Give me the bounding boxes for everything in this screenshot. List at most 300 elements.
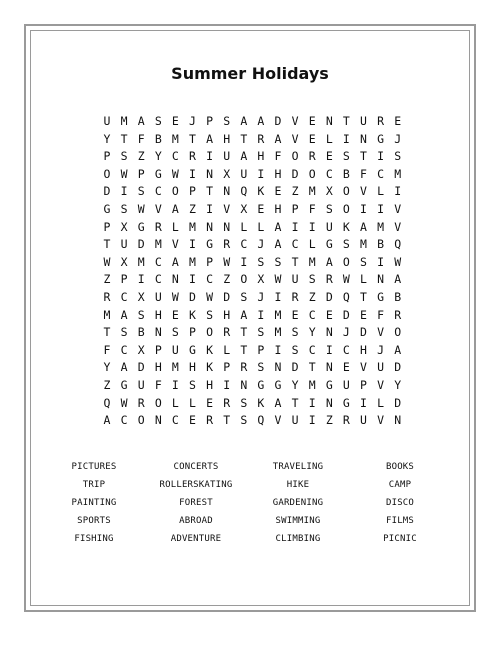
grid-letter: D <box>189 290 196 304</box>
grid-letter: I <box>360 395 367 410</box>
grid-letter: L <box>377 184 385 199</box>
grid-letter: R <box>240 360 248 375</box>
grid-letter: P <box>223 360 231 375</box>
grid-letter: S <box>171 325 179 340</box>
grid-letter: M <box>360 237 367 252</box>
word-list-item: CONCERTS <box>173 462 219 472</box>
grid-letter: S <box>342 149 350 164</box>
grid-letter: U <box>240 166 248 181</box>
grid-letter: E <box>342 360 350 375</box>
grid-letter: L <box>325 131 333 146</box>
grid-letter: A <box>120 360 128 375</box>
grid-letter: A <box>137 114 145 128</box>
grid-letter: C <box>154 254 162 269</box>
grid-letter: J <box>257 237 265 252</box>
grid-letter: I <box>137 272 145 287</box>
grid-letter: U <box>291 272 299 287</box>
grid-letter: Q <box>257 413 265 428</box>
grid-letter: I <box>291 219 299 234</box>
grid-letter: M <box>308 254 316 269</box>
grid-letter: G <box>377 131 385 146</box>
grid-letter: N <box>377 272 385 287</box>
word-list-item: ABROAD <box>179 516 213 526</box>
grid-letter: E <box>360 307 367 322</box>
word-list-item: DISCO <box>385 498 415 508</box>
grid-letter: Z <box>291 184 299 199</box>
grid-letter: L <box>240 219 248 234</box>
grid-letter: X <box>257 272 265 287</box>
grid-letter: I <box>360 202 367 216</box>
word-list-item: ADVENTURE <box>170 534 222 544</box>
grid-letter: C <box>120 342 128 357</box>
grid-letter: S <box>137 184 145 199</box>
grid-letter: F <box>360 166 367 181</box>
grid-letter: V <box>394 202 402 216</box>
grid-letter: I <box>257 166 265 181</box>
grid-letter: A <box>274 219 282 234</box>
grid-letter: I <box>257 307 265 322</box>
grid-letter: A <box>240 114 248 128</box>
grid-letter: E <box>257 202 265 216</box>
grid-letter: L <box>377 395 385 410</box>
grid-row <box>0 112 500 130</box>
grid-row <box>0 200 500 218</box>
grid-letter: V <box>360 184 367 199</box>
grid-letter: K <box>189 307 196 322</box>
grid-letter: I <box>189 237 196 252</box>
word-list-item: HIKE <box>286 480 310 490</box>
grid-letter: N <box>154 413 162 428</box>
grid-letter: U <box>325 219 333 234</box>
word-list-item: ROLLERSKATING <box>159 480 233 490</box>
grid-letter: E <box>394 114 402 128</box>
grid-letter: V <box>377 325 385 340</box>
grid-letter: U <box>120 237 128 252</box>
grid-letter: S <box>240 413 248 428</box>
grid-letter: N <box>325 360 333 375</box>
grid-letter: C <box>308 342 316 357</box>
grid-letter: C <box>240 237 248 252</box>
grid-letter: S <box>308 272 316 287</box>
grid-letter: L <box>189 395 196 410</box>
grid-letter: Y <box>394 378 402 392</box>
grid-letter: T <box>240 342 248 357</box>
grid-letter: S <box>120 149 128 164</box>
grid-letter: Z <box>189 202 196 216</box>
grid-letter: Z <box>137 149 145 164</box>
grid-letter: L <box>171 219 179 234</box>
grid-letter: P <box>360 378 367 392</box>
grid-letter: U <box>154 290 162 304</box>
grid-letter: E <box>171 114 179 128</box>
grid-letter: S <box>257 254 265 269</box>
grid-letter: K <box>342 219 350 234</box>
grid-letter: S <box>394 149 402 164</box>
grid-letter: F <box>308 202 316 216</box>
grid-letter: E <box>291 307 299 322</box>
grid-letter: W <box>274 272 282 287</box>
grid-letter: G <box>325 378 333 392</box>
word-list-item: PAINTING <box>71 498 117 508</box>
grid-letter: P <box>103 219 111 234</box>
grid-letter: A <box>274 237 282 252</box>
grid-letter: M <box>137 254 145 269</box>
grid-letter: I <box>189 272 196 287</box>
grid-letter: A <box>171 202 179 216</box>
grid-letter: H <box>154 360 162 375</box>
grid-letter: J <box>342 325 350 340</box>
grid-letter: T <box>120 131 128 146</box>
word-list-item: CLIMBING <box>275 534 321 544</box>
grid-letter: I <box>377 254 385 269</box>
grid-letter: S <box>360 254 367 269</box>
grid-letter: C <box>154 184 162 199</box>
grid-letter: O <box>342 184 350 199</box>
grid-letter: O <box>394 325 402 340</box>
grid-letter: K <box>257 395 265 410</box>
grid-letter: G <box>154 166 162 181</box>
grid-letter: E <box>274 184 282 199</box>
grid-letter: Q <box>394 237 402 252</box>
grid-letter: W <box>103 254 111 269</box>
grid-letter: G <box>377 290 385 304</box>
grid-letter: I <box>325 342 333 357</box>
grid-letter: N <box>206 219 214 234</box>
grid-letter: M <box>274 307 282 322</box>
grid-letter: B <box>394 290 402 304</box>
grid-letter: I <box>308 395 316 410</box>
grid-letter: R <box>103 290 111 304</box>
grid-letter: L <box>171 395 179 410</box>
grid-letter: P <box>137 166 145 181</box>
grid-letter: J <box>189 114 196 128</box>
grid-letter: Z <box>103 378 111 392</box>
grid-letter: X <box>120 219 128 234</box>
grid-letter: S <box>223 114 231 128</box>
grid-letter: P <box>189 184 196 199</box>
grid-letter: I <box>206 202 214 216</box>
grid-letter: T <box>342 114 350 128</box>
grid-letter: V <box>394 219 402 234</box>
grid-letter: I <box>274 290 282 304</box>
grid-letter: H <box>189 360 196 375</box>
grid-row <box>0 394 500 412</box>
grid-letter: G <box>189 342 196 357</box>
grid-letter: R <box>291 290 299 304</box>
grid-letter: E <box>189 413 196 428</box>
grid-letter: H <box>206 378 214 392</box>
grid-letter: S <box>257 360 265 375</box>
grid-letter: H <box>360 342 367 357</box>
grid-letter: N <box>325 325 333 340</box>
grid-letter: G <box>257 378 265 392</box>
grid-letter: D <box>137 237 145 252</box>
grid-letter: G <box>206 237 214 252</box>
grid-row <box>0 218 500 236</box>
grid-letter: N <box>240 378 248 392</box>
grid-letter: A <box>274 131 282 146</box>
grid-letter: I <box>308 219 316 234</box>
grid-letter: V <box>360 360 367 375</box>
grid-letter: W <box>223 254 231 269</box>
grid-letter: P <box>206 254 214 269</box>
word-list-item: CAMP <box>388 480 412 490</box>
grid-letter: N <box>274 360 282 375</box>
grid-letter: M <box>189 254 196 269</box>
grid-row <box>0 376 500 394</box>
grid-letter: A <box>240 307 248 322</box>
grid-letter: G <box>325 237 333 252</box>
grid-letter: O <box>342 254 350 269</box>
grid-letter: I <box>308 413 316 428</box>
grid-letter: N <box>325 395 333 410</box>
word-list-item: FOREST <box>179 498 213 508</box>
grid-letter: A <box>171 254 179 269</box>
grid-letter: Q <box>240 184 248 199</box>
grid-letter: N <box>171 272 179 287</box>
grid-letter: U <box>360 114 367 128</box>
grid-letter: T <box>291 254 299 269</box>
grid-letter: U <box>291 413 299 428</box>
grid-letter: W <box>137 202 145 216</box>
grid-letter: M <box>189 219 196 234</box>
grid-letter: M <box>274 325 282 340</box>
grid-letter: X <box>137 290 145 304</box>
grid-letter: J <box>377 342 385 357</box>
grid-letter: R <box>394 307 402 322</box>
grid-letter: C <box>325 166 333 181</box>
grid-letter: W <box>171 290 179 304</box>
grid-letter: S <box>189 378 196 392</box>
grid-letter: R <box>342 413 350 428</box>
grid-letter: G <box>274 378 282 392</box>
grid-letter: S <box>120 325 128 340</box>
grid-letter: A <box>240 149 248 164</box>
grid-letter: O <box>308 166 316 181</box>
grid-letter: T <box>308 360 316 375</box>
word-list-item: FISHING <box>74 534 114 544</box>
grid-letter: A <box>120 307 128 322</box>
grid-letter: O <box>103 166 111 181</box>
grid-letter: Y <box>103 131 111 146</box>
grid-letter: Y <box>154 149 162 164</box>
grid-letter: J <box>394 131 402 146</box>
word-list-item: PICTURES <box>71 462 117 472</box>
grid-letter: T <box>240 325 248 340</box>
grid-letter: U <box>171 342 179 357</box>
grid-letter: O <box>206 325 214 340</box>
grid-letter: H <box>274 166 282 181</box>
grid-letter: K <box>257 184 265 199</box>
grid-letter: R <box>308 149 316 164</box>
grid-letter: C <box>342 342 350 357</box>
grid-letter: H <box>223 307 231 322</box>
grid-letter: H <box>257 149 265 164</box>
grid-letter: V <box>291 114 299 128</box>
grid-letter: C <box>120 290 128 304</box>
grid-letter: K <box>206 342 214 357</box>
grid-letter: X <box>120 254 128 269</box>
grid-letter: F <box>103 342 111 357</box>
grid-row <box>0 341 500 359</box>
grid-row <box>0 130 500 148</box>
grid-letter: A <box>360 219 367 234</box>
grid-letter: Z <box>325 413 333 428</box>
grid-letter: P <box>103 149 111 164</box>
grid-letter: U <box>137 378 145 392</box>
grid-letter: W <box>171 166 179 181</box>
grid-letter: Q <box>342 290 350 304</box>
grid-letter: W <box>206 290 214 304</box>
grid-row <box>0 306 500 324</box>
grid-letter: E <box>308 114 316 128</box>
grid-letter: X <box>223 166 231 181</box>
grid-letter: A <box>394 342 402 357</box>
grid-letter: T <box>223 413 231 428</box>
grid-letter: I <box>377 202 385 216</box>
grid-row <box>0 165 500 183</box>
word-list-item: TRIP <box>82 480 106 490</box>
word-list-item: PICNIC <box>383 534 417 544</box>
grid-letter: R <box>223 325 231 340</box>
grid-letter: H <box>274 202 282 216</box>
grid-letter: P <box>154 342 162 357</box>
grid-row <box>0 288 500 306</box>
grid-letter: Y <box>291 378 299 392</box>
grid-letter: S <box>342 237 350 252</box>
grid-letter: N <box>360 131 367 146</box>
grid-letter: M <box>120 114 128 128</box>
grid-letter: M <box>308 378 316 392</box>
grid-letter: Z <box>103 272 111 287</box>
grid-letter: R <box>223 395 231 410</box>
grid-letter: N <box>394 413 402 428</box>
grid-row <box>0 270 500 288</box>
grid-letter: V <box>274 413 282 428</box>
grid-letter: D <box>360 325 367 340</box>
grid-letter: A <box>325 254 333 269</box>
grid-letter: T <box>103 237 111 252</box>
page-title: Summer Holidays <box>171 64 329 83</box>
grid-letter: P <box>291 202 299 216</box>
grid-letter: O <box>240 272 248 287</box>
grid-letter: M <box>171 360 179 375</box>
grid-letter: T <box>360 290 367 304</box>
grid-letter: C <box>120 413 128 428</box>
grid-letter: I <box>394 184 402 199</box>
grid-letter: N <box>154 325 162 340</box>
grid-letter: B <box>342 166 350 181</box>
grid-letter: X <box>137 342 145 357</box>
grid-letter: D <box>291 360 299 375</box>
grid-letter: N <box>206 166 214 181</box>
grid-letter: O <box>171 184 179 199</box>
word-list-item: SWIMMING <box>275 516 321 526</box>
word-list-item: SPORTS <box>77 516 111 526</box>
grid-letter: R <box>377 114 385 128</box>
word-list-item: TRAVELING <box>272 462 324 472</box>
grid-letter: R <box>137 395 145 410</box>
grid-letter: F <box>137 131 145 146</box>
grid-letter: S <box>257 325 265 340</box>
grid-letter: A <box>274 395 282 410</box>
grid-letter: S <box>291 325 299 340</box>
grid-letter: W <box>120 166 128 181</box>
grid-letter: O <box>137 413 145 428</box>
grid-row <box>0 253 500 271</box>
grid-letter: P <box>189 325 196 340</box>
grid-letter: O <box>291 149 299 164</box>
grid-row <box>0 411 500 429</box>
grid-letter: O <box>154 395 162 410</box>
word-list-item: FILMS <box>385 516 415 526</box>
grid-letter: H <box>154 307 162 322</box>
word-list-item: GARDENING <box>272 498 324 508</box>
grid-letter: U <box>377 360 385 375</box>
grid-letter: T <box>360 149 367 164</box>
grid-letter: M <box>154 237 162 252</box>
grid-letter: X <box>240 202 248 216</box>
grid-letter: D <box>103 184 111 199</box>
grid-letter: I <box>342 131 350 146</box>
grid-letter: C <box>171 149 179 164</box>
grid-letter: L <box>223 342 231 357</box>
grid-letter: I <box>206 149 214 164</box>
grid-letter: D <box>274 114 282 128</box>
grid-letter: C <box>206 272 214 287</box>
grid-letter: D <box>394 395 402 410</box>
grid-letter: D <box>342 307 350 322</box>
grid-letter: C <box>377 166 385 181</box>
grid-letter: G <box>342 395 350 410</box>
grid-letter: F <box>154 378 162 392</box>
grid-letter: J <box>257 290 265 304</box>
grid-letter: L <box>257 219 265 234</box>
grid-letter: N <box>223 184 231 199</box>
grid-letter: N <box>223 219 231 234</box>
grid-letter: E <box>308 131 316 146</box>
grid-letter: V <box>171 237 179 252</box>
grid-letter: U <box>103 114 111 128</box>
grid-letter: K <box>206 360 214 375</box>
grid-letter: W <box>342 272 350 287</box>
grid-letter: R <box>154 219 162 234</box>
grid-letter: B <box>154 131 162 146</box>
grid-letter: C <box>291 237 299 252</box>
grid-letter: E <box>325 307 333 322</box>
grid-letter: D <box>291 166 299 181</box>
grid-letter: S <box>274 254 282 269</box>
grid-letter: M <box>103 307 111 322</box>
grid-letter: T <box>189 131 196 146</box>
grid-row <box>0 235 500 253</box>
grid-letter: E <box>325 149 333 164</box>
grid-letter: R <box>257 131 265 146</box>
grid-letter: H <box>223 131 231 146</box>
grid-letter: V <box>291 131 299 146</box>
grid-letter: E <box>206 395 214 410</box>
grid-letter: B <box>137 325 145 340</box>
grid-letter: T <box>206 184 214 199</box>
grid-row <box>0 358 500 376</box>
grid-letter: I <box>240 254 248 269</box>
grid-letter: S <box>240 290 248 304</box>
grid-letter: Y <box>308 325 316 340</box>
grid-letter: A <box>394 272 402 287</box>
grid-letter: U <box>223 149 231 164</box>
grid-letter: A <box>257 114 265 128</box>
grid-row <box>0 147 500 165</box>
